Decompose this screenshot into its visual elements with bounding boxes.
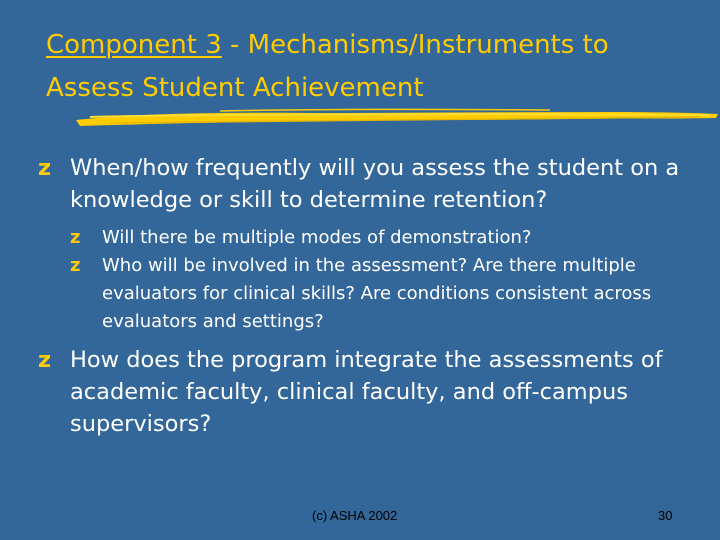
bullet-item (38, 152, 688, 216)
bullet-text: How does the program integrate the assessments of academic faculty, clinical faculty, and off-campus supervisors? (70, 347, 663, 437)
bullet-item (38, 344, 688, 440)
bullet-text: Who will be involved in the assessment? Are there multiple evaluators for clinical skills? Are conditions consistent across evaluators and settings? (102, 255, 652, 332)
bullet-text: When/how frequently will you assess the student on a knowledge or skill to determine retention? (70, 155, 680, 213)
bullet-marker: z (38, 155, 52, 181)
bullet-marker: z (70, 255, 81, 276)
page-number: 30 (658, 508, 673, 523)
slide-title (46, 24, 696, 110)
brush-stroke-divider (70, 104, 720, 134)
footer-copyright: (c) ASHA 2002 (312, 508, 398, 523)
slide-title-rest: - Mechanisms/Instruments to Assess Student Achievement (46, 30, 609, 103)
bullet-marker: z (38, 347, 52, 373)
bullet-marker: z (70, 227, 81, 248)
slide-title-component: Component 3 (46, 30, 222, 60)
sub-bullet-item (38, 224, 688, 252)
bullet-list (38, 152, 688, 440)
sub-bullet-item (38, 252, 688, 336)
bullet-text: Will there be multiple modes of demonstration? (102, 227, 532, 248)
